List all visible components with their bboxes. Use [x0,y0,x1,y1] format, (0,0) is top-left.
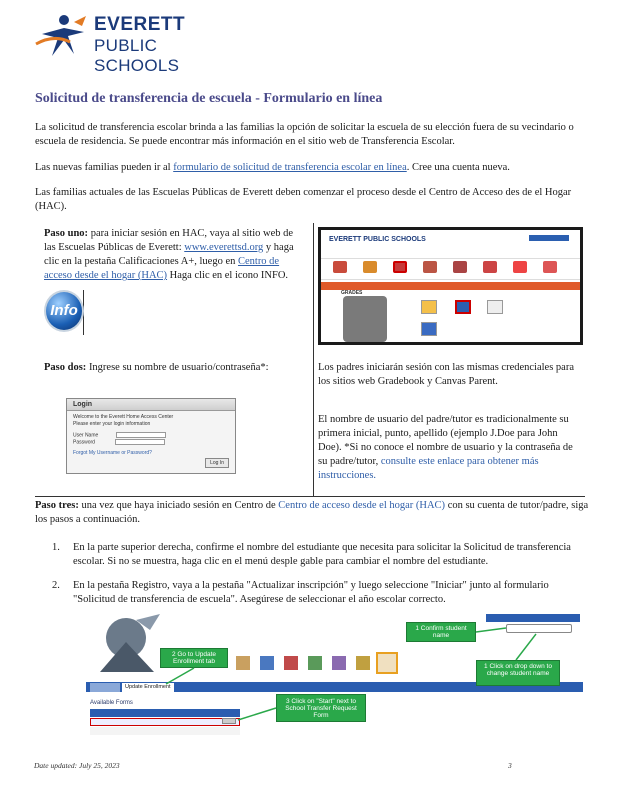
update-enrollment-tab[interactable]: Update Enrollment [122,683,174,692]
step-one-t3: Haga clic en el icono INFO. [167,270,289,281]
callout-update-tab: 2 Go to Update Enrollment tab [160,648,228,668]
portal-orange-bar [321,282,580,290]
nav-icon [453,261,467,273]
login-line1: Welcome to the Everett Home Access Center [73,414,174,420]
page-title: Solicitud de transferencia de escuela - Formulario en línea [35,91,383,106]
step-one-label: Paso uno: [44,228,89,239]
tile-icon [421,300,437,314]
step-one-text [44,227,306,283]
login-button[interactable]: Log In [205,458,229,468]
list-num-1: 1. [52,542,60,553]
step-two-note2 [318,413,580,483]
nav-icon [513,261,527,273]
step-one-t2: y haga clic en la pestaña Calificaciones A+, luego en [44,242,294,267]
new-families-link[interactable]: formulario de solicitud de transferencia escolar en línea [173,162,407,173]
current-families-paragraph: Las familias actuales de las Escuelas Públicas de Everett deben comenzar el proceso desde el Centro de Acceso des de el Hogar (HAC). [35,187,572,212]
step-three-t2: con su cuenta de tutor/padre, siga los pasos a continuación. [35,500,589,525]
intro-paragraph: La solicitud de transferencia escolar brinda a las familias la opción de solicitar la escuela de su elección fuera de su vecindario o escuela de residencia. Se puede encontrar más información en el sitio web de Transferencia Escolar. [35,122,574,147]
step-two-t1: Ingrese su nombre de usuario/contraseña*: [86,362,269,373]
forgot-link[interactable]: Forgot My Username or Password? [73,449,152,456]
user-name-field[interactable] [116,432,166,438]
portal-nav [321,258,580,280]
logo-line2: PUBLIC SCHOOLS [94,36,180,75]
step-three-t1: una vez que haya iniciado sesión en Centro de [78,500,279,511]
login-screenshot [66,398,236,474]
callout-start: 3 Click on "Start" next to School Transfer Request Form [276,694,366,722]
nav-icon [423,261,437,273]
nav-icon [483,261,497,273]
user-label: User Name [73,432,99,439]
available-forms-title: Available Forms [90,700,133,706]
login-line2: Please enter your login information [73,421,151,427]
logo-line1: EVERETT [94,14,186,35]
step-two-label: Paso dos: [44,362,87,373]
step-three-text [35,499,590,527]
callout-dropdown: 1 Click on drop down to change student name [476,660,560,686]
logo-figure-icon [34,14,90,62]
hac-link-step3[interactable]: Centro de acceso desde el hogar (HAC) [278,500,446,511]
new-families-before: Las nuevas familias pueden ir al [35,162,174,173]
new-families-paragraph [35,161,590,175]
portal-logo-text: EVERETT PUBLIC SCHOOLS [329,236,426,243]
hac-enrollment-screenshot [86,608,583,736]
info-icon[interactable]: Info [44,290,84,332]
list-item-2: En la pestaña Registro, vaya a la pestaña "Actualizar inscripción" y luego seleccione "Iniciar" junto al formulario "Solicitud de transferencia de escuela". Asegúrese de seleccionar el año escolar correcto. [73,580,549,605]
everett-site-link[interactable]: www.everettsd.org [184,242,264,253]
portal-section-title: GRADES [341,290,363,296]
grades-nav-icon [393,261,407,273]
page-number: 3 [508,761,512,770]
portal-header-button [529,235,569,241]
step-three-label: Paso tres: [35,500,79,511]
callout-confirm-name: 1 Confirm student name [406,622,476,642]
footer-date: Date updated: July 25, 2023 [34,761,120,770]
hac-tile-icon [455,300,471,314]
callout-arrows [86,608,583,736]
list-item-1: En la parte superior derecha, confirme el nombre del estudiante que necesita para solicitar la Solicitud de transferencia escolar. Si no se muestra, haga clic en el menú desple gable para cambiar el nombre del estudiante. [73,542,571,567]
list-num-2: 2. [52,580,60,591]
hac-link[interactable]: Centro de acceso desde el hogar (HAC) [44,256,280,281]
nav-icon [363,261,377,273]
step-two-note1: Los padres iniciarán sesión con las mismas credenciales para los sitios web Gradebook y Canvas Parent. [318,362,574,387]
phone-image [343,296,387,342]
credentials-help-link[interactable]: consulte este enlace para obtener más instrucciones. [318,456,539,481]
nav-icon [333,261,347,273]
step-one-t1: para iniciar sesión en HAC, vaya al sitio web de las Escuelas Públicas de Everett: [44,228,294,253]
note2-text: El nombre de usuario del padre/tutor es tradicionalmente su primera inicial, punto, apellido (ejemplo J.Doe para John Doe). *Si no conoce el nombre de usuario y la contraseña de su padre/tutor, [318,414,573,467]
step-two-text [44,361,306,375]
password-field[interactable] [115,439,165,445]
table-divider-horizontal [35,496,585,497]
tile-icon [487,300,503,314]
new-families-after: . Cree una cuenta nueva. [406,162,510,173]
pass-label: Password [73,439,95,446]
table-divider-vertical [313,223,314,496]
login-title: Login [67,399,235,411]
district-logo [34,14,224,75]
grades-portal-screenshot [318,227,583,345]
nav-icon [543,261,557,273]
tile-icon [421,322,437,336]
